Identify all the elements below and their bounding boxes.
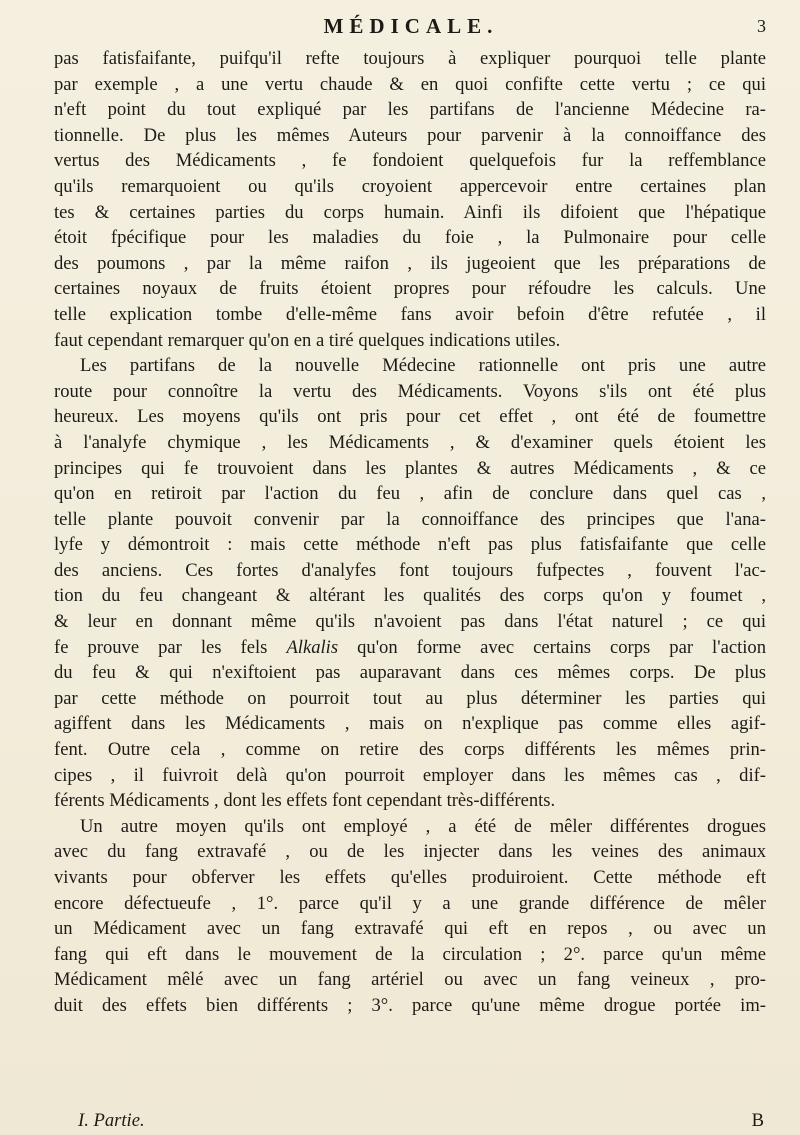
signature-mark: B [751,1110,764,1131]
text-line: fang qui eft dans le mouvement de la circulation ; 2°. parce qu'un même [54,943,766,965]
text-line: route pour connoître la vertu des Médicaments. Voyons s'ils ont été plus [54,380,766,402]
text-line: un Médicament avec un fang extravafé qui eft en repos , ou avec un [54,918,766,940]
page-header [56,14,766,44]
text-line: duit des effets bien différents ; 3°. parce qu'une même drogue portée im- [54,994,766,1016]
text-line: à l'analyfe chymique , les Médicaments , & d'examiner quels étoient les [54,431,766,453]
text-line: telle explication tombe d'elle-même fans avoir befoin d'être refutée , il [54,303,766,325]
paragraph-3 [54,814,766,1019]
text-line: fe prouve par les fels Alkalis qu'on forme avec certains corps par l'action [54,636,767,658]
text-line: pas fatisfaifante, puifqu'il refte toujours à expliquer pourquoi telle plante [54,48,766,69]
page-footer [78,1110,764,1134]
text-line: du feu & qui n'exiftoient pas auparavant dans ces mêmes corps. De plus [54,662,766,684]
text-line: des anciens. Ces fortes d'analyfes font toujours fufpectes , fouvent l'ac- [54,559,766,581]
text-line: étoit fpécifique pour les maladies du foie , la Pulmonaire pour celle [54,227,766,249]
italic-term: Alkalis [286,636,339,658]
text-line: vivants pour obferver les effets qu'elles produiroient. Cette méthode eft [54,867,766,888]
text-line: lyfe y démontroit : mais cette méthode n'eft pas plus fatisfaifante que celle [54,534,766,556]
text-line: cipes , il fuivroit delà qu'on pourroit employer dans les mêmes cas , dif- [54,764,766,786]
text-line: par exemple , a une vertu chaude & en quoi confifte cette vertu ; ce qui [54,73,766,95]
text-line: heureux. Les moyens qu'ils ont pris pour cet effet , ont été de foumettre [54,406,766,428]
text-line: des poumons , par la même raifon , ils jugeoient que les préparations de [54,252,766,274]
text-line: telle plante pouvoit convenir par la connoiffance des principes que l'ana- [54,508,766,530]
text-line: avec du fang extravafé , ou de les injecter dans les veines des animaux [54,841,766,863]
running-head: MÉDICALE. [323,14,499,38]
text-line: principes qui fe trouvoient dans les plantes & autres Médicaments , & ce [54,457,766,479]
text-line: vertus des Médicaments , fe fondoient quelquefois fur la reffemblance [54,150,766,172]
paragraph-2 [54,353,766,814]
text-line: tionnelle. De plus les mêmes Auteurs pour parvenir à la connoiffance des [54,124,766,146]
text-line: agiffent dans les Médicaments , mais on n'explique pas comme elles agif- [54,713,766,735]
text-line: Un autre moyen qu'ils ont employé , a été de mêler différentes drogues [80,815,766,837]
text-line: fent. Outre cela , comme on retire des corps différents les mêmes prin- [54,739,766,761]
text-line: qu'ils remarquoient ou qu'ils croyoient appercevoir entre certaines plan [54,175,766,197]
text-line: par cette méthode on pourroit tout au plus déterminer les parties qui [54,687,766,709]
text-line: Les partifans de la nouvelle Médecine rationnelle ont pris une autre [80,355,766,377]
text-line: encore défectueufe , 1°. parce qu'il y a une grande différence de mêler [54,892,766,914]
page-number: 3 [757,16,766,36]
text-line: férents Médicaments , dont les effets font cependant très-différents. [54,790,556,812]
text-line: tes & certaines parties du corps humain. Ainfi ils difoient que l'hépatique [54,201,766,223]
text-line: tion du feu changeant & altérant les qualités des corps qu'on y foumet , [54,585,766,607]
signature-part-label: I. Partie. [78,1110,145,1131]
body-text [54,46,766,1019]
text-line: n'eft point du tout expliqué par les partifans de l'ancienne Médecine ra- [54,99,766,121]
text-line: & leur en donnant même qu'ils n'avoient pas dans l'état naturel ; ce qui [54,611,766,633]
text-line: certaines noyaux de fruits étoient propres pour réfoudre les calculs. Une [54,278,766,300]
text-line: qu'on en retiroit par l'action du feu , afin de conclure dans quel cas , [54,483,766,505]
paragraph-1 [54,46,766,353]
text-line: Médicament mêlé avec un fang artériel ou avec un fang veineux , pro- [54,969,766,991]
text-line: faut cependant remarquer qu'on en a tiré quelques indications utiles. [54,329,561,351]
